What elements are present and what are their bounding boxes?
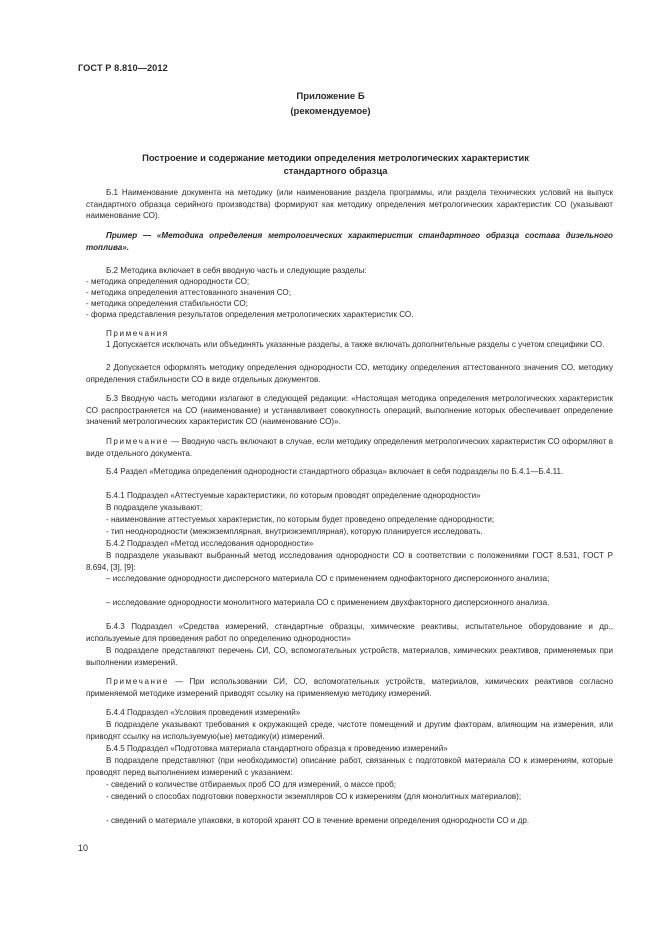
list-item: - форма представления результатов определения метрологических характеристик СО. — [86, 310, 414, 319]
appendix-title: Приложение Б — [296, 91, 365, 102]
paragraph-b43-a: В подразделе представляют перечень СИ, СО, вспомогательных устройств, материалов, химических реактивов, применяемых при выполнении измерений. — [86, 646, 613, 667]
section-title — [60, 151, 611, 177]
paragraph-b44: Б.4.4 Подраздел «Условия проведения измерений» — [106, 708, 301, 717]
paragraph-b41-c: - тип неоднородности (межэкземплярная, внутриэкземплярная), которую планируется исследовать. — [106, 527, 483, 536]
paragraph-b42-a: В подразделе указывают выбранный метод исследования однородности СО в соответствии с положениями ГОСТ 8.531, ГОСТ Р 8.694, [3], [9]: — [86, 551, 613, 572]
paragraph-b1: Б.1 Наименование документа на методику (или наименование раздела программы, или раздела технических условий на выпуск стандартного образца серийного производства) формируют как методику определения метрологических характеристик СО (указывают наименование СО). — [86, 188, 613, 220]
paragraph-b42-c: – исследование однородности монолитного материала СО с применением двухфакторного дисперсионного анализа. — [106, 598, 550, 607]
example-text: «Методика определения метрологических характеристик стандартного образца состава дизельного топлива». — [86, 231, 613, 252]
example-label: Пример — — [106, 231, 152, 240]
paragraph-b41-a: В подразделе указывают: — [106, 503, 203, 512]
paragraph-b45-b: - сведений о количестве отбираемых проб СО для измерений, о массе проб; — [106, 780, 397, 789]
note-2: 2 Допускается оформлять методику определения однородности СО, методику определения аттестованного значения СО, методику определения стабильности СО в виде отдельных документов. — [86, 363, 613, 384]
document-header: ГОСТ Р 8.810—2012 — [78, 63, 168, 73]
list-item: - методика определения стабильности СО; — [86, 299, 248, 308]
paragraph-b41: Б.4.1 Подраздел «Аттестуемые характеристики, по которым проводят определение однородности» — [106, 491, 481, 500]
note-1: 1 Допускается исключать или объединять указанные разделы, а также включать дополнительные разделы с учетом специфики СО. — [106, 340, 605, 349]
note-3-paragraph — [86, 436, 613, 459]
section-title-line2: стандартного образца — [283, 165, 388, 176]
paragraph-b43: Б.4.3 Подраздел «Средства измерений, стандартные образцы, химические реактивы, испытательное оборудование и др., используемые для проведения работ по определению однородности» — [86, 622, 613, 643]
note-label: Примечание — [106, 437, 169, 446]
paragraph-b45-d: - сведений о материале упаковки, в которой хранят СО в течение времени определения однородности СО и др. — [106, 816, 530, 825]
note-4: — При использовании СИ, СО, вспомогательных устройств, материалов, химических реактивов согласно применяемой методике измерений приводят ссылку на применяемую методику измерений. — [86, 677, 614, 698]
note-3: — Вводную часть включают в случае, если методику определения метрологических характеристик СО оформляют в виде отдельного документа. — [86, 437, 614, 458]
section-title-line1: Построение и содержание методики определения метрологических характеристик — [142, 152, 529, 163]
notes-label: Примечания — [106, 329, 169, 338]
paragraph-b41-b: - наименование аттестуемых характеристик, по которым будет проведено определение однородности; — [106, 515, 495, 524]
example-paragraph — [86, 230, 613, 253]
paragraph-b2: Б.2 Методика включает в себя вводную часть и следующие разделы: — [106, 266, 367, 275]
list-item: - методика определения однородности СО; — [86, 277, 250, 286]
paragraph-b4: Б.4 Раздел «Методика определения однородности стандартного образца» включает в себя подразделы по Б.4.1—Б.4.11. — [106, 467, 564, 476]
paragraph-b45: Б.4.5 Подраздел «Подготовка материала стандартного образца к проведению измерений» — [106, 744, 448, 753]
appendix-subtitle: (рекомендуемое) — [290, 106, 371, 117]
paragraph-b3: Б.3 Вводную часть методики излагают в следующей редакции: «Настоящая методика определения метрологических характеристик СО распространяется на СО (наименование) и устанавливает совокупность операций, выполнение которых обеспечивает определение значений метрологических характеристик СО (наименование СО)». — [86, 394, 613, 426]
note-4-paragraph — [86, 676, 613, 699]
paragraph-b42-b: – исследование однородности дисперсного материала СО с применением однофакторного дисперсионного анализа; — [106, 574, 550, 583]
paragraph-b45-c: - сведений о способах подготовки поверхности экземпляров СО к измерениям (для монолитных материалов); — [106, 792, 522, 801]
page-number: 10 — [78, 843, 89, 853]
note-label: Примечание — [106, 677, 169, 686]
paragraph-b45-a: В подразделе представляют (при необходимости) описание работ, связанных с подготовкой материала СО к измерениям, которые проводят перед выполнением измерений с указанием: — [86, 756, 613, 777]
paragraph-b44-a: В подразделе указывают требования к окружающей среде, чистоте помещений и другим факторам, влияющим на измерения, или приводят ссылку на используемую(ые) методику(и) измерений. — [86, 720, 613, 741]
list-item: - методика определения аттестованного значения СО; — [86, 288, 291, 297]
paragraph-b42: Б.4.2 Подраздел «Метод исследования однородности» — [106, 539, 314, 548]
